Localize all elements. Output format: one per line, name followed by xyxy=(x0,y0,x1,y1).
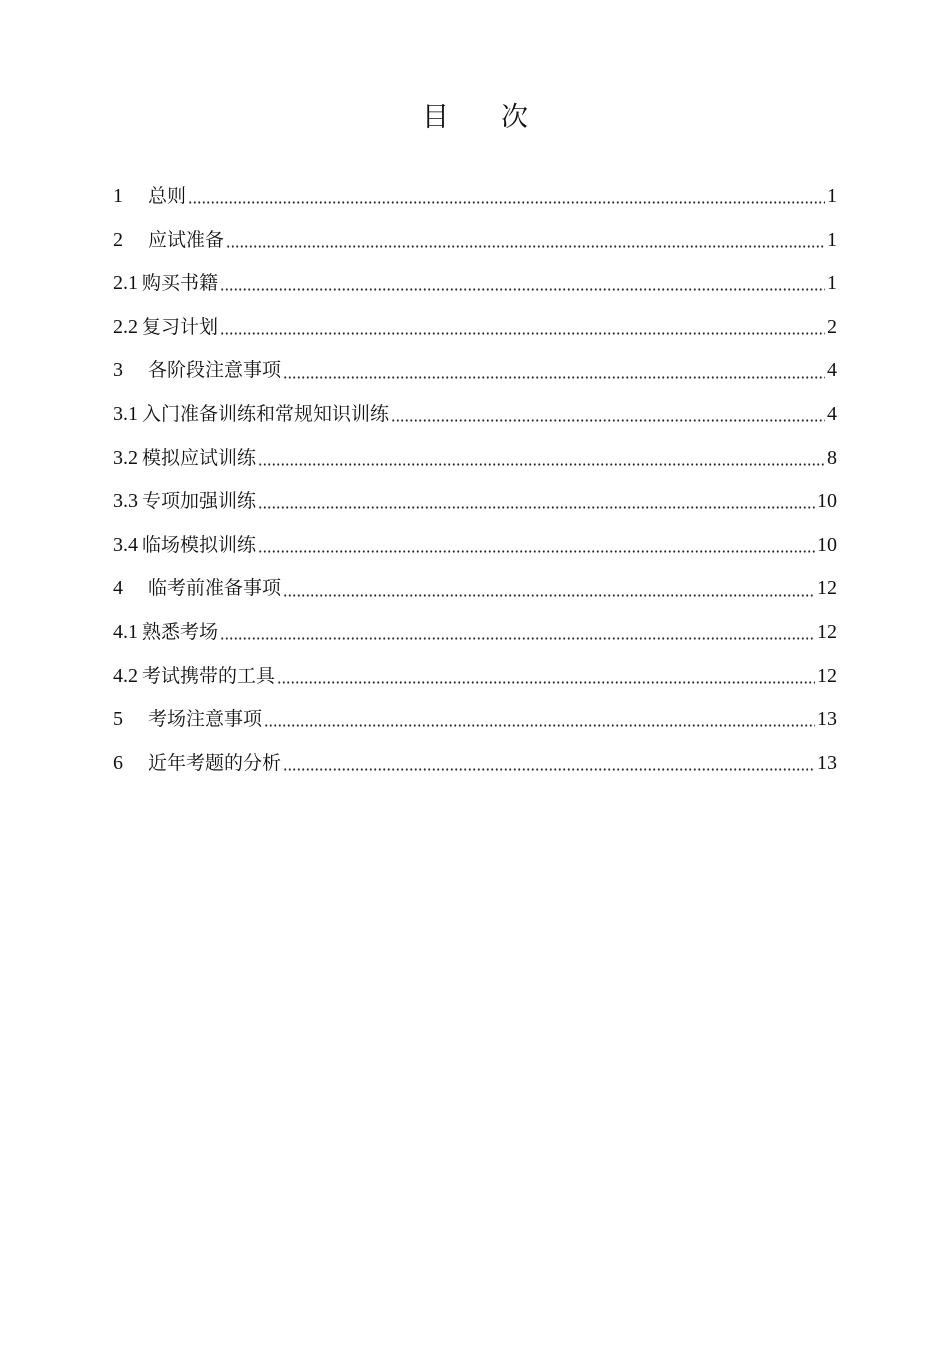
toc-entry-page-number: 13 xyxy=(817,751,837,774)
toc-entry-page-number: 4 xyxy=(827,359,837,382)
toc-entry-number: 4.2 xyxy=(113,664,138,687)
toc-entry-number: 2 xyxy=(113,228,123,251)
dot-leader xyxy=(264,724,815,727)
toc-entry-number: 3.1 xyxy=(113,402,138,425)
toc-entry[interactable] xyxy=(113,306,837,350)
toc-entry-page-number: 10 xyxy=(817,490,837,513)
dot-leader xyxy=(258,506,815,509)
toc-entry-title: 应试准备 xyxy=(148,228,225,251)
toc-entry[interactable] xyxy=(113,611,837,655)
toc-entry-number: 3 xyxy=(113,359,123,382)
toc-entry[interactable] xyxy=(113,393,837,437)
toc-entry[interactable] xyxy=(113,349,837,393)
toc-entry-title: 考场注意事项 xyxy=(148,708,263,731)
toc-entry-title: 专项加强训练 xyxy=(142,490,257,513)
dot-leader xyxy=(220,288,825,291)
dot-leader xyxy=(283,376,825,379)
toc-entry[interactable] xyxy=(113,480,837,524)
toc-entry-page-number: 12 xyxy=(817,620,837,643)
table-of-contents xyxy=(113,175,837,785)
page-title xyxy=(0,98,950,138)
toc-entry-page-number: 2 xyxy=(827,315,837,338)
toc-entry-number: 2.2 xyxy=(113,315,138,338)
toc-entry-title: 各阶段注意事项 xyxy=(148,359,282,382)
toc-entry-title: 模拟应试训练 xyxy=(142,446,257,469)
toc-entry-title: 临场模拟训练 xyxy=(142,533,257,556)
toc-entry-title: 考试携带的工具 xyxy=(142,664,276,687)
toc-entry-page-number: 10 xyxy=(817,533,837,556)
toc-entry-title: 熟悉考场 xyxy=(142,620,219,643)
toc-entry-page-number: 8 xyxy=(827,446,837,469)
toc-entry[interactable] xyxy=(113,698,837,742)
toc-entry-title: 近年考题的分析 xyxy=(148,751,282,774)
toc-entry-page-number: 4 xyxy=(827,402,837,425)
toc-entry-title: 复习计划 xyxy=(142,315,219,338)
toc-entry-title: 临考前准备事项 xyxy=(148,577,282,600)
toc-entry[interactable] xyxy=(113,219,837,263)
dot-leader xyxy=(258,550,815,553)
dot-leader xyxy=(220,637,815,640)
title-char-1: 目 xyxy=(422,102,449,133)
toc-entry-number: 3.3 xyxy=(113,490,138,513)
toc-entry[interactable] xyxy=(113,175,837,219)
title-char-2: 次 xyxy=(501,102,528,133)
toc-entry-title: 总则 xyxy=(148,185,187,207)
dot-leader xyxy=(277,681,815,684)
dot-leader xyxy=(391,419,825,422)
toc-entry[interactable] xyxy=(113,742,837,786)
toc-entry-number: 1 xyxy=(113,185,123,207)
toc-entry-page-number: 13 xyxy=(817,708,837,731)
toc-entry[interactable] xyxy=(113,524,837,568)
toc-entry-number: 4.1 xyxy=(113,620,138,643)
dot-leader xyxy=(188,201,825,204)
toc-entry-number: 3.4 xyxy=(113,533,138,556)
toc-entry-page-number: 1 xyxy=(827,272,837,295)
toc-entry[interactable] xyxy=(113,262,837,306)
toc-entry-page-number: 12 xyxy=(817,664,837,687)
toc-entry-title: 入门准备训练和常规知识训练 xyxy=(142,402,390,425)
toc-entry[interactable] xyxy=(113,437,837,481)
dot-leader xyxy=(220,332,825,335)
dot-leader xyxy=(226,245,825,248)
dot-leader xyxy=(258,463,825,466)
dot-leader xyxy=(283,594,815,597)
dot-leader xyxy=(283,768,815,771)
toc-entry-number: 4 xyxy=(113,577,123,600)
toc-entry-number: 2.1 xyxy=(113,272,138,295)
toc-entry[interactable] xyxy=(113,567,837,611)
toc-entry[interactable] xyxy=(113,655,837,699)
toc-entry-number: 5 xyxy=(113,708,123,731)
toc-entry-number: 6 xyxy=(113,751,123,774)
toc-entry-page-number: 12 xyxy=(817,577,837,600)
toc-entry-page-number: 1 xyxy=(827,228,837,251)
toc-entry-page-number: 1 xyxy=(827,185,837,207)
toc-entry-title: 购买书籍 xyxy=(142,272,219,295)
toc-entry-number: 3.2 xyxy=(113,446,138,469)
